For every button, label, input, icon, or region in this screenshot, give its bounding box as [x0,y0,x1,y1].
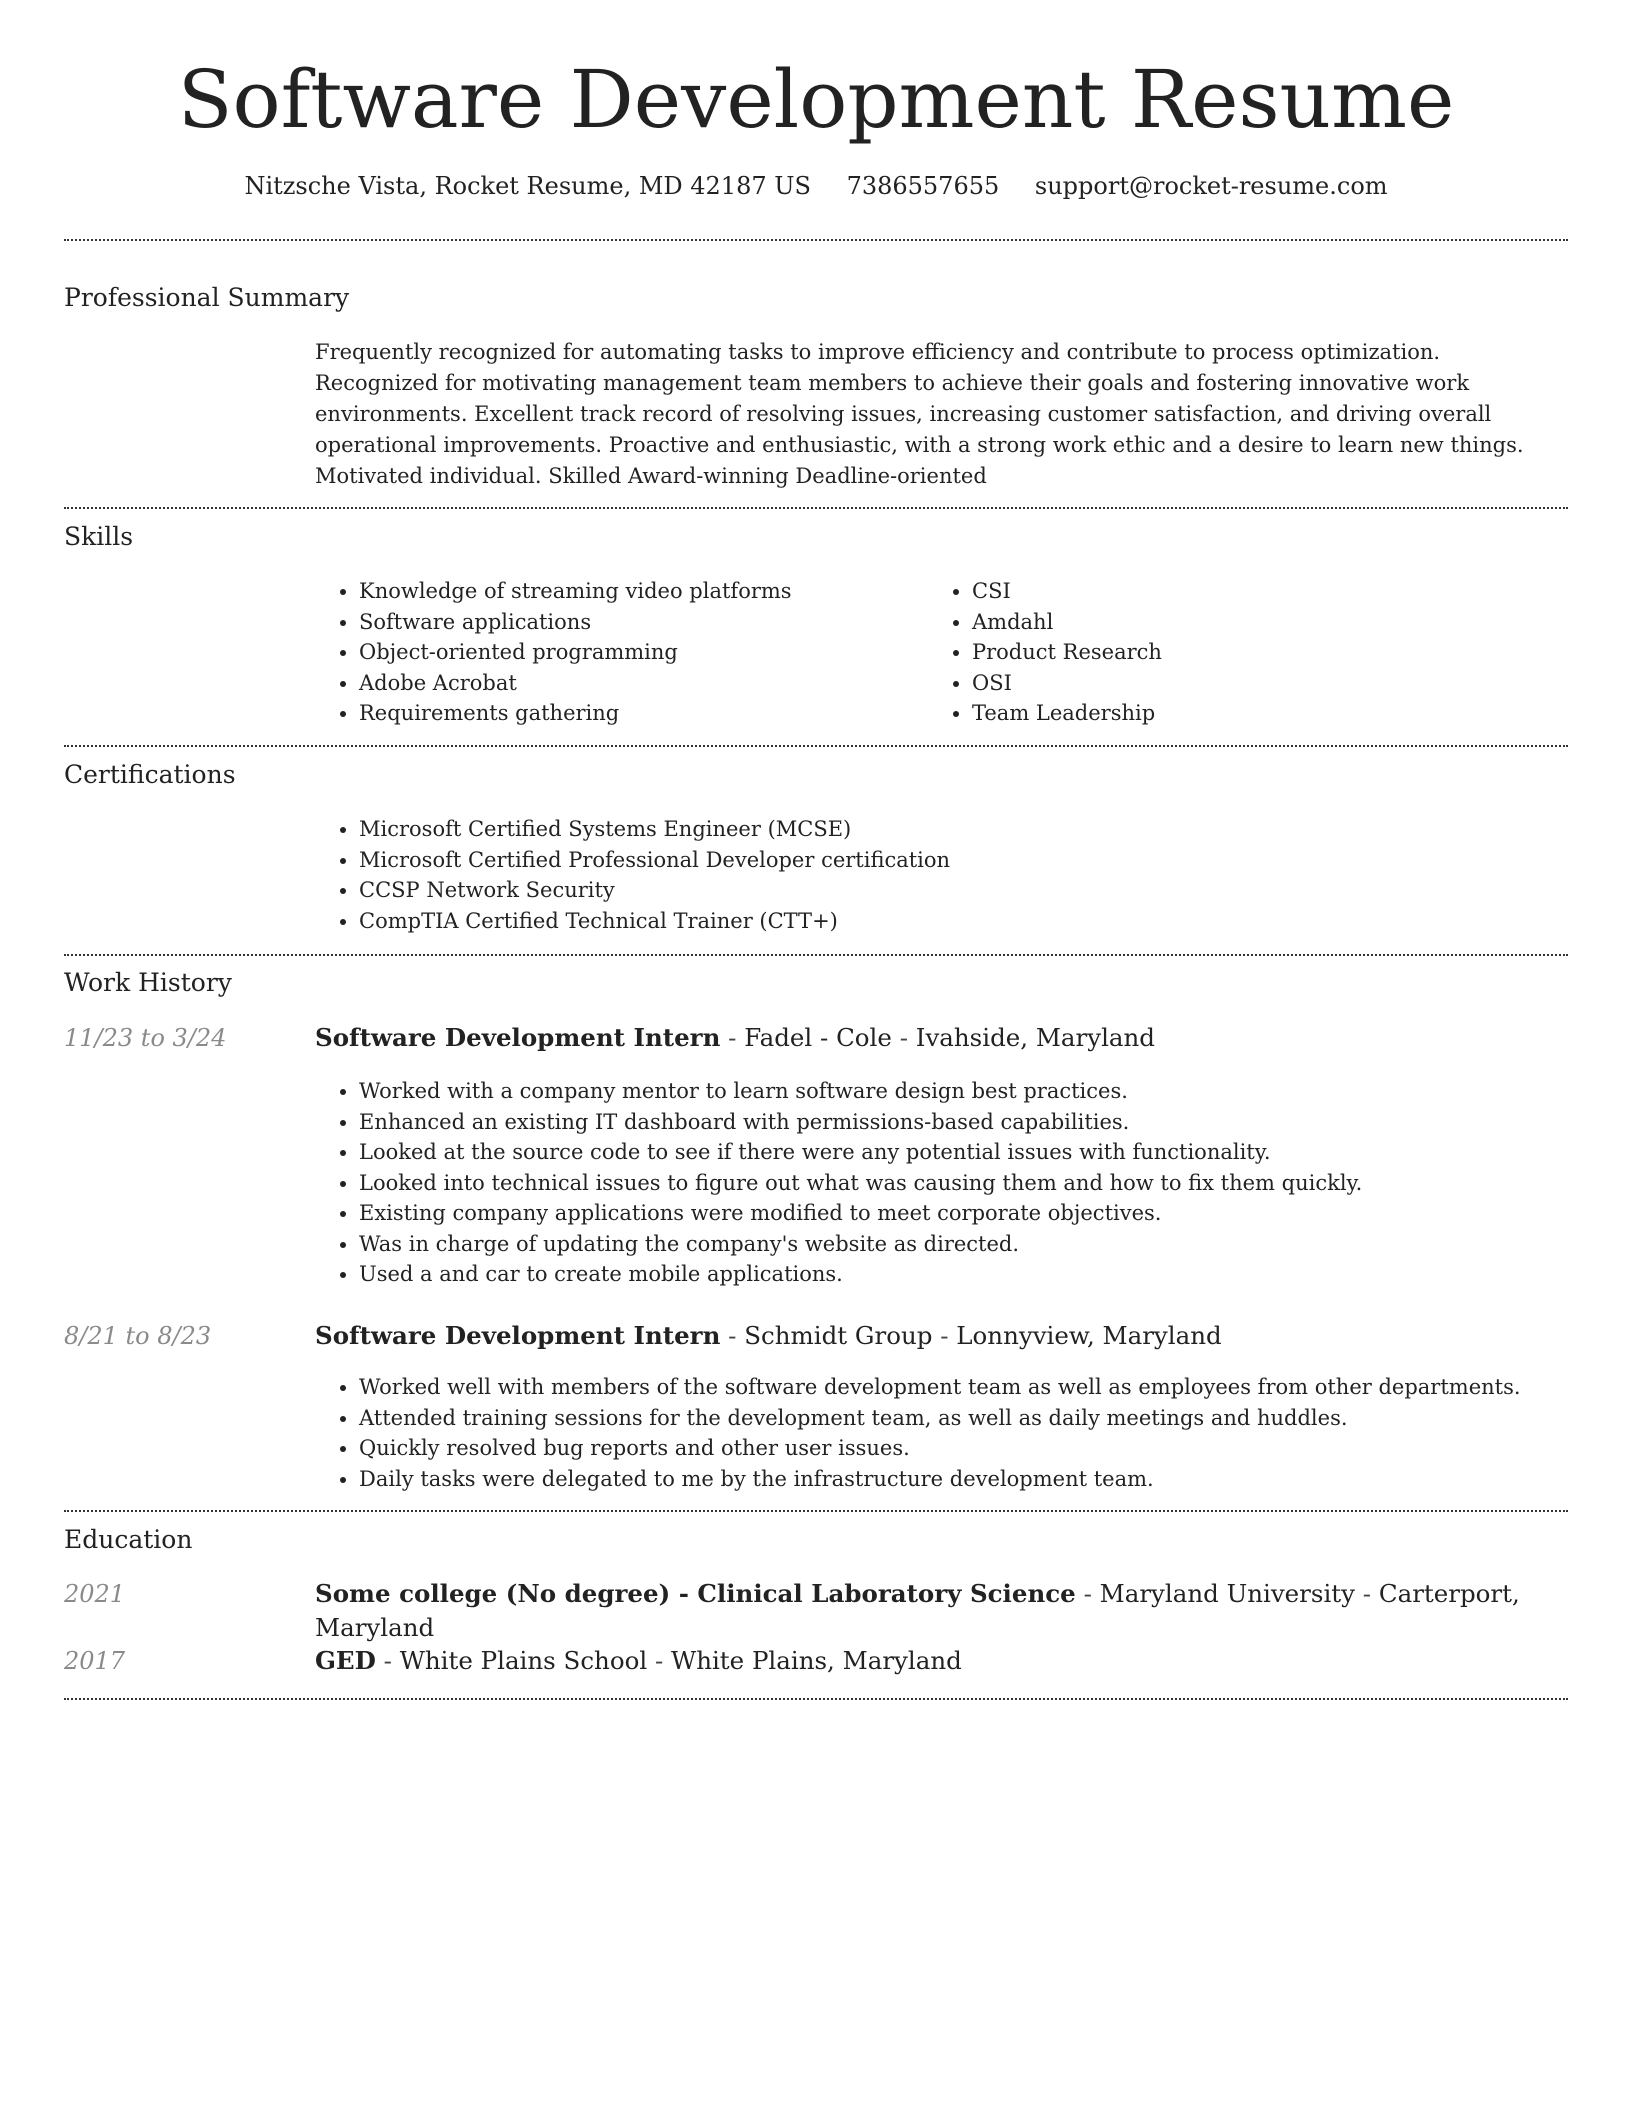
job-bullet: • Enhanced an existing IT dashboard with permissions-based capabilities. [359,1107,1609,1138]
job-header [315,1021,1155,1055]
skill-item: • CSI [972,576,1572,607]
job-bullet: • Attended training sessions for the development team, as well as daily meetings and huddles. [359,1403,1609,1434]
contact-email: support@rocket-resume.com [1034,172,1388,200]
separator: - [720,1321,745,1350]
certification-item: • CompTIA Certified Technical Trainer (CTT+) [359,906,1559,937]
job-bullet: • Looked into technical issues to figure out what was causing them and how to fix them quickly. [359,1168,1609,1199]
education-school: Maryland University [1099,1579,1355,1608]
separator: - [647,1646,672,1675]
certification-item: • Microsoft Certified Systems Engineer (MCSE) [359,814,1559,845]
education-degree: Some college (No degree) - Clinical Laboratory Science [315,1579,1076,1608]
job-bullet: • Worked with a company mentor to learn software design best practices. [359,1076,1609,1107]
skill-item: • Knowledge of streaming video platforms [359,576,919,607]
skill-item: • Adobe Acrobat [359,668,919,699]
skill-item: • Object-oriented programming [359,637,919,668]
divider [64,507,1568,509]
job-header [315,1319,1222,1353]
skills-list-right [928,576,1572,729]
job-bullets [315,1076,1609,1290]
job-title: Software Development Intern [315,1321,721,1350]
skills-list-left [315,576,919,729]
separator: - [891,1023,916,1052]
education-location: Carterport, Maryland [315,1579,1520,1642]
job-bullet: • Worked well with members of the software development team as well as employees from other departments. [359,1372,1609,1403]
separator: - [1075,1579,1100,1608]
education-location: White Plains, Maryland [671,1646,962,1675]
job-title: Software Development Intern [315,1023,721,1052]
summary-text: Frequently recognized for automating tasks to improve efficiency and contribute to process optimization. Recognized for motivating management team members to achieve their goals and fostering innovative work environments. Excellent track record of resolving issues, increasing customer satisfaction, and driving overall operational improvements. Proactive and enthusiastic, with a strong work ethic and a desire to learn new things. Motivated individual. Skilled Award-winning Deadline-oriented [315,340,1524,488]
job-bullet: • Used a and car to create mobile applications. [359,1259,1609,1290]
separator: - [375,1646,400,1675]
skills-heading: Skills [64,522,134,551]
job-bullet: • Existing company applications were modified to meet corporate objectives. [359,1198,1609,1229]
separator: - [1355,1579,1379,1608]
contact-line [0,169,1632,203]
divider [64,745,1568,747]
job-company: Schmidt Group [744,1321,933,1350]
skill-item: • OSI [972,668,1572,699]
skill-item: • Requirements gathering [359,698,919,729]
skill-item: • Software applications [359,607,919,638]
job-bullets [315,1372,1609,1494]
education-school: White Plains School [399,1646,648,1675]
education-year: 2017 [64,1647,126,1675]
job-location: Ivahside, Maryland [915,1023,1155,1052]
job-bullet: • Was in charge of updating the company's website as directed. [359,1229,1609,1260]
education-degree: GED [315,1646,376,1675]
divider [64,239,1568,241]
job-dates: 11/23 to 3/24 [64,1024,227,1052]
education-year: 2021 [64,1580,126,1608]
divider [64,1510,1568,1512]
contact-phone: 7386557655 [846,172,1000,200]
job-bullet: • Looked at the source code to see if there were any potential issues with functionality. [359,1137,1609,1168]
certification-item: • CCSP Network Security [359,875,1559,906]
divider [64,1698,1568,1700]
job-company: Fadel - Cole [744,1023,892,1052]
certifications-list [315,814,1559,936]
education-entry [315,1644,962,1678]
certifications-heading: Certifications [64,760,236,789]
summary-heading: Professional Summary [64,283,350,312]
job-location: Lonnyview, Maryland [956,1321,1222,1350]
education-heading: Education [64,1525,193,1554]
skill-item: • Team Leadership [972,698,1572,729]
divider [64,954,1568,956]
skill-item: • Product Research [972,637,1572,668]
separator: - [932,1321,957,1350]
job-bullet: • Daily tasks were delegated to me by the infrastructure development team. [359,1464,1609,1495]
separator: - [720,1023,745,1052]
skill-item: • Amdahl [972,607,1572,638]
resume-title: Software Development Resume [177,53,1455,146]
contact-address: Nitzsche Vista, Rocket Resume, MD 42187 US [244,172,811,200]
work-heading: Work History [64,968,232,997]
job-bullet: • Quickly resolved bug reports and other user issues. [359,1433,1609,1464]
education-entry [315,1577,1632,1645]
certification-item: • Microsoft Certified Professional Developer certification [359,845,1559,876]
job-dates: 8/21 to 8/23 [64,1322,212,1350]
